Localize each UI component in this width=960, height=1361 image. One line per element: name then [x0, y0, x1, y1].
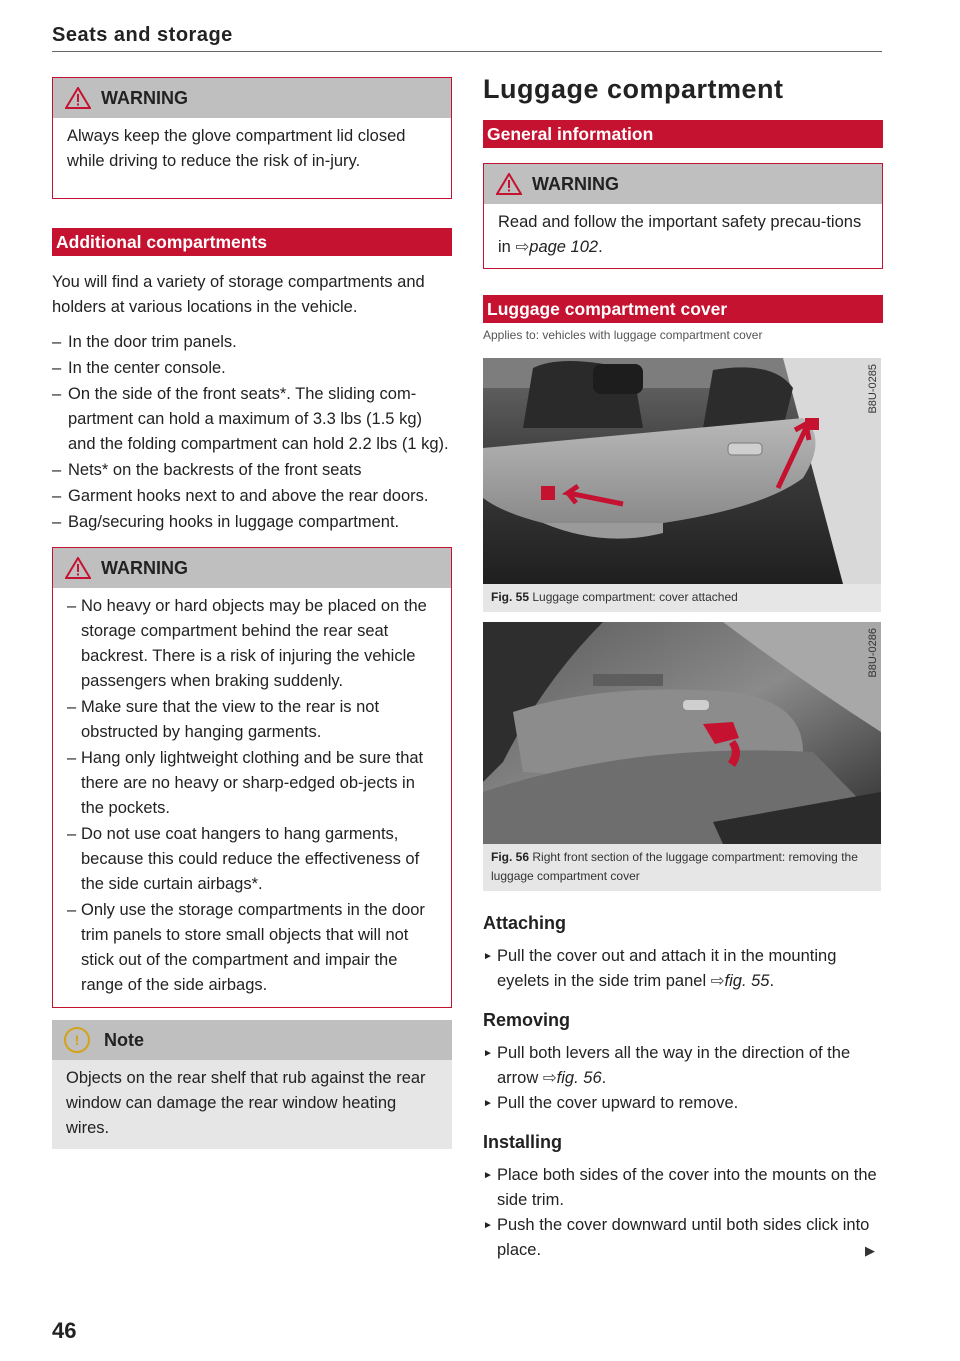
- warning-item: – Do not use coat hangers to hang garments, because this could reduce the effectiveness of the side curtain airbags*.: [67, 822, 437, 897]
- note-header: [52, 1020, 452, 1060]
- installing-heading: Installing: [483, 1132, 563, 1152]
- warning-text: Always keep the glove compartment lid closed while driving to reduce the risk of in-jury.: [67, 127, 406, 170]
- warning-text: [484, 204, 882, 268]
- applies-to-note: Applies to: vehicles with luggage compartment cover: [483, 328, 763, 342]
- warning-label: WARNING: [101, 557, 188, 578]
- list-item: – Nets* on the backrests of the front seats: [52, 458, 452, 483]
- step-text: Pull both levers all the way in the direction of the arrow: [497, 1044, 851, 1087]
- warning-box-luggage: [483, 163, 883, 269]
- list-item: – In the door trim panels.: [52, 330, 452, 355]
- warning-label: WARNING: [532, 173, 619, 194]
- figure-caption: [483, 844, 881, 891]
- additional-compartments-heading: Additional compartments: [52, 228, 452, 256]
- left-column: [52, 77, 452, 1149]
- figure-caption-text: Right front section of the luggage compartment: removing the luggage compartment cover: [491, 850, 858, 883]
- note-text: Objects on the rear shelf that rub against the rear window can damage the rear window heating wires.: [66, 1069, 426, 1137]
- cover-heading: Luggage compartment cover: [483, 295, 883, 323]
- warning-header: [484, 164, 882, 204]
- list-item: – On the side of the front seats*. The sliding com-partment can hold a maximum of 3.3 lbs (1.5 kg) and the folding compartment can hold 2.2 lbs (1 kg).: [52, 382, 452, 457]
- luggage-cover-attached-image: [483, 358, 881, 584]
- warning-body: [53, 588, 451, 1007]
- figure-id: B8U-0285: [867, 364, 879, 414]
- list-item: – In the center console.: [52, 356, 452, 381]
- warning-item: – No heavy or hard objects may be placed on the storage compartment behind the rear seat backrest. There is a risk of injuring the vehicle passengers when braking suddenly.: [67, 594, 437, 694]
- compartment-list: [52, 330, 452, 535]
- note-box: [52, 1020, 452, 1149]
- figure-56: [483, 622, 881, 891]
- page-number: 46: [52, 1318, 77, 1343]
- instruction-step: ► Push the cover downward until both sides click into place.: [483, 1213, 883, 1263]
- list-item: – Garment hooks next to and above the rear doors.: [52, 484, 452, 509]
- removing-heading: Removing: [483, 1010, 571, 1030]
- note-label: Note: [104, 1029, 144, 1050]
- additional-intro: You will find a variety of storage compartments and holders at various locations in the vehicle.: [52, 273, 425, 316]
- instruction-step: ► Pull the cover upward to remove.: [483, 1091, 883, 1116]
- instruction-step: ► Place both sides of the cover into the mounts on the side trim.: [483, 1163, 883, 1213]
- removing-steps: [483, 1041, 883, 1116]
- luggage-cover-removal-image: [483, 622, 881, 844]
- step-text: .: [601, 1069, 607, 1087]
- warning-triangle-icon: [65, 557, 91, 579]
- warning-box-storage: [52, 547, 452, 1008]
- list-item: – Bag/securing hooks in luggage compartment.: [52, 510, 452, 535]
- header-divider: [52, 51, 882, 52]
- arrow-ref-icon: ⇨: [542, 1069, 557, 1087]
- arrow-ref-icon: ⇨: [515, 238, 530, 256]
- instruction-step: [483, 944, 883, 994]
- figure-id: B8U-0286: [867, 628, 879, 678]
- warning-item: – Hang only lightweight clothing and be sure that there are no heavy or sharp-edged ob-jects in the pockets.: [67, 746, 437, 821]
- figure-55: [483, 358, 881, 612]
- continued-arrow-icon: ▶: [865, 1243, 875, 1258]
- step-text: .: [769, 972, 775, 990]
- warning-text-part: .: [598, 238, 603, 256]
- figure-caption-text: Luggage compartment: cover attached: [532, 590, 738, 604]
- section-title: Seats and storage: [52, 24, 233, 46]
- warning-box-glove: [52, 77, 452, 199]
- warning-header: [53, 548, 451, 588]
- figure-caption: [483, 584, 881, 612]
- warning-triangle-icon: [65, 87, 91, 109]
- warning-triangle-icon: [496, 173, 522, 195]
- figure-reference-link[interactable]: fig. 56: [556, 1069, 602, 1087]
- figure-reference-link[interactable]: fig. 55: [724, 972, 770, 990]
- warning-item: – Only use the storage compartments in the door trim panels to store small objects that will not stick out of the compartment and impair the range of the side airbags.: [67, 898, 437, 998]
- figure-number: Fig. 56: [491, 850, 530, 864]
- step-text: Pull the cover out and attach it in the mounting eyelets in the side trim panel: [497, 947, 837, 990]
- right-column: [483, 74, 883, 1263]
- warning-text-part: Read and follow the important safety precau-tions in: [498, 213, 862, 256]
- attaching-heading: Attaching: [483, 913, 566, 933]
- warning-label: WARNING: [101, 87, 188, 108]
- info-circle-icon: !: [64, 1027, 90, 1053]
- page-reference-link[interactable]: page 102: [529, 238, 599, 256]
- page-title: Luggage compartment: [483, 74, 784, 104]
- installing-steps: [483, 1163, 883, 1263]
- general-info-heading: General information: [483, 120, 883, 148]
- warning-header: [53, 78, 451, 118]
- warning-item: – Make sure that the view to the rear is not obstructed by hanging garments.: [67, 695, 437, 745]
- arrow-ref-icon: ⇨: [710, 972, 725, 990]
- attaching-steps: [483, 944, 883, 994]
- figure-number: Fig. 55: [491, 590, 530, 604]
- instruction-step: [483, 1041, 883, 1091]
